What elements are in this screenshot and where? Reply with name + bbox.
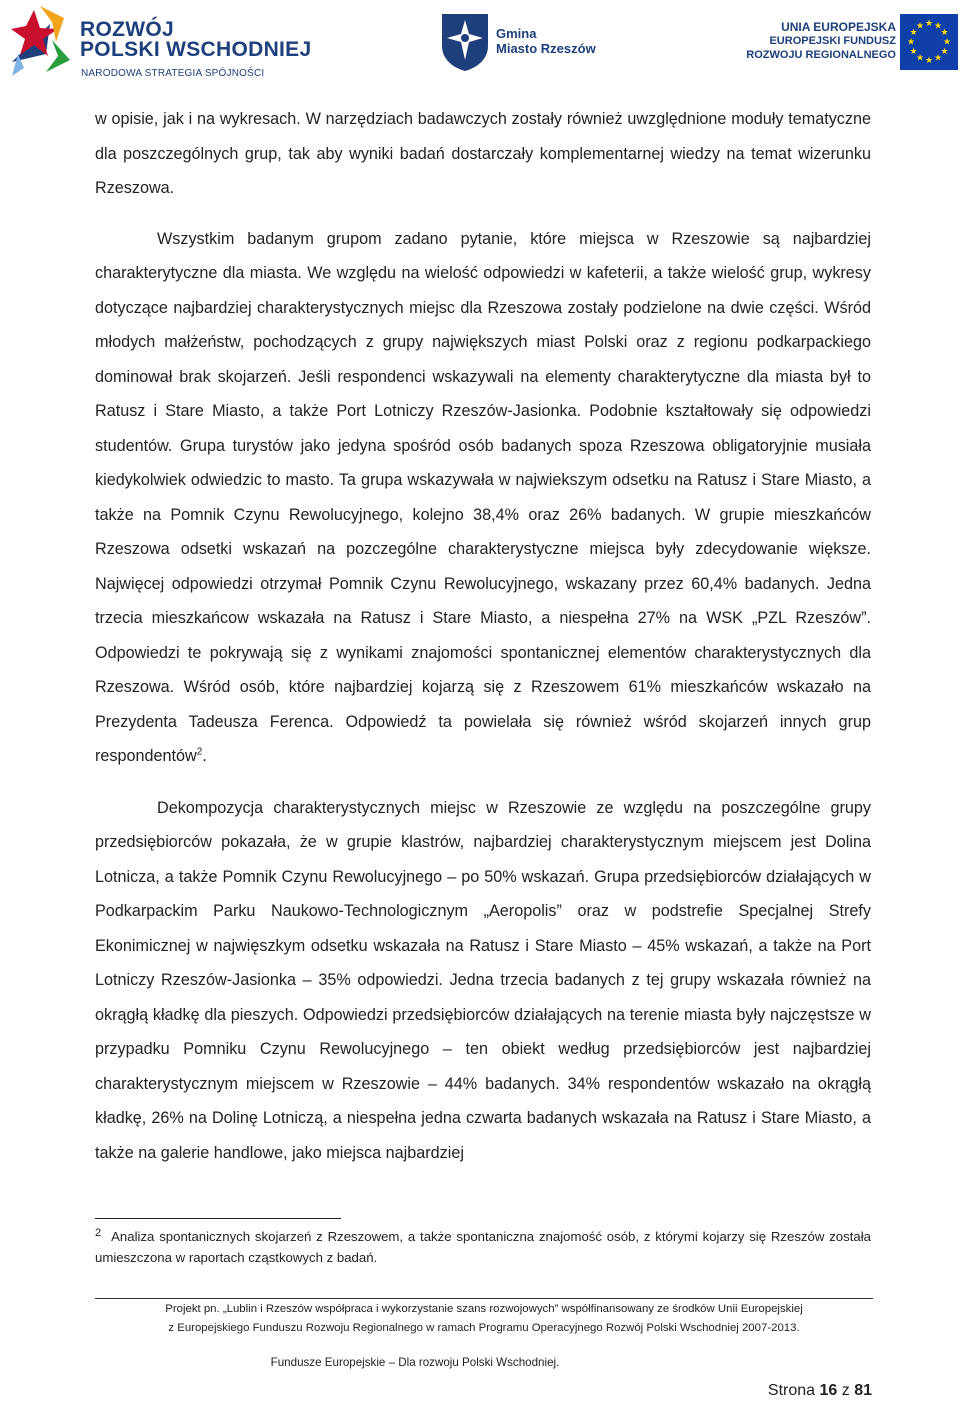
svg-text:★: ★ <box>940 28 949 38</box>
gmina-miasto-rzeszow-logo <box>440 12 620 72</box>
paragraph-1: w opisie, jak i na wykresach. W narzędziach badawczych zostały również uwzględnione moduły tematyczne dla poszczególnych grup, tak aby wyniki badań dostarczały komplementarnej wiedzy na temat wizerunku Rzeszowa. <box>95 110 871 197</box>
footnote-mark: 2 <box>95 1226 102 1239</box>
footer-project-info <box>95 1300 873 1338</box>
page-number <box>768 1382 872 1400</box>
svg-text:★: ★ <box>915 21 925 32</box>
eu-line2: EUROPEJSKI FUNDUSZ <box>769 35 896 47</box>
page-total: 81 <box>854 1382 872 1399</box>
paragraph-3: Dekompozycja charakterystycznych miejsc w Rzeszowie ze względu na poszczególne grupy przedsiębiorców pokazała, że w grupie klastrów, najbardziej charakterystycznym miejscem jest Dolina Lotnicza, a także Pomnik Czynu Rewolucyjnego – po 50% wskazań. Grupa przedsiębiorców działających w Podkarpackim Parku Naukowo-Technologicznym „Aeropolis” oraz w podstrefie Specjalnej Strefy Ekonimicznej w najwięszkym odsetku wskazała na Ratusz i Stare Miasto – 45% wskazań, a także na Port Lotniczy Rzeszów-Jasionka – 35% odpowiedzi. Jedna trzecia badanych z tej grupy wskazała również na okrągłą kładkę dla pieszych. Odpowiedzi przedsiębiorców działających na terenie miasta były najczęstsze w przypadku Pomniku Czynu Rewolucyjnego – ten obiekt według przedsiębiorców jest najbardziej charakterystycznym miejscem w Rzeszowie – 44% badanych. 34% respondentów wskazało na okrągłą kładkę, 26% na Dolinę Lotniczą, a niespełna jedna czwarta badanych wskazała na Ratusz i Stare Miasto, a także na galerie handlowe, jako miejsca najbardziej <box>95 798 871 1162</box>
paragraph-2 <box>95 222 871 774</box>
coat-of-arms-icon <box>440 12 490 72</box>
page-current: 16 <box>819 1382 838 1399</box>
svg-text:★: ★ <box>906 37 916 48</box>
gmina-line2: Miasto Rzeszów <box>496 41 596 56</box>
footer-project-line1: Projekt pn. „Lublin i Rzeszów współpraca i wykorzystanie szans rozwojowych” współfinansowany ze środków Unii Europejskiej <box>165 1303 803 1315</box>
svg-text:★: ★ <box>924 19 934 29</box>
page-sep: z <box>841 1382 850 1399</box>
svg-text:★: ★ <box>909 47 918 57</box>
document-body <box>95 102 871 1170</box>
footer-divider <box>95 1298 873 1299</box>
gmina-line1: Gmina <box>496 26 537 41</box>
rps-line2: POLSKI WSCHODNIEJ <box>80 38 312 61</box>
svg-text:★: ★ <box>942 37 952 48</box>
footer-project-line2: z Europejskiego Funduszu Rozwoju Regionalnego w ramach Programu Operacyjnego Rozwój Polski Wschodniej 2007-2013. <box>168 1322 800 1334</box>
eu-text <box>746 20 896 62</box>
svg-text:★: ★ <box>909 28 918 38</box>
page-header <box>0 0 960 90</box>
footnote-divider <box>95 1218 341 1219</box>
footnote <box>95 1226 871 1268</box>
footnote-text: Analiza spontanicznych skojarzeń z Rzeszowem, a także spontaniczna znajomość osób, z którymi kojarzy się Rzeszów została umieszczona w raportach cząstkowych z badań. <box>95 1229 871 1265</box>
rps-title <box>80 20 311 60</box>
rozwoj-polski-wschodniej-logo <box>6 2 312 82</box>
footnote-reference[interactable]: 2 <box>196 746 203 758</box>
unia-europejska-logo <box>700 12 958 74</box>
eu-line1: UNIA EUROPEJSKA <box>781 20 896 34</box>
paragraph-2-end: . <box>202 747 207 765</box>
svg-text:★: ★ <box>915 53 925 64</box>
rps-subtitle: NARODOWA STRATEGIA SPÓJNOŚCI <box>81 68 265 79</box>
rps-line1: ROZWÓJ <box>80 18 174 41</box>
svg-text:★: ★ <box>924 56 934 66</box>
eu-line3: ROZWOJU REGIONALNEGO <box>746 49 896 61</box>
page-label: Strona <box>767 1382 816 1399</box>
paragraph-2-text: Wszystkim badanym grupom zadano pytanie, które miejsca w Rzeszowie są najbardziej charakterytyczne dla miasta. We względu na wielość odpowiedzi w kafeterii, a także wielość grup, wykresy dotyczące najbardziej charakterystycznych miejsc dla Rzeszowa zostały podzielone na dwie części. Wśród młodych małżeństw, pochodzących z grupy największych miast Polski oraz z regionu podkarpackiego dominował brak skojarzeń. Jeśli respondenci wskazywali na elementy charakterytyczne dla miasta był to Ratusz i Stare Miasto, a także Port Lotniczy Rzeszów-Jasionka. Podobnie kształtowały się odpowiedzi studentów. Grupa turystów jako jedyna spośród osób badanych spoza Rzeszowa obligatoryjnie musiała kiedykolwiek odwiedzic to masto. Ta grupa wskazywała w najwiekszym odsetku na Ratusz i Stare Miasto, a także na Pomnik Czynu Rewolucyjnego, kolejno 38,4% oraz 26% badanych. W grupie mieszkańców Rzeszowa odsetki wskazań na pozczególne charakterystyczne miejsca były zdecydowanie większe. Najwięcej odpowiedzi otrzymał Pomnik Czynu Rewolucyjnego, wskazany przez 60,4% badanych. Jedna trzecia mieszkańcow wskazała na Ratusz i Stare Miasto, a niespełna 27% na WSK „PZL Rzeszów”. Odpowiedzi te pokrywają się z wynikami znajomości spontanicznej elementów charakterystycznych dla Rzeszowa. Wśród osób, które najbardziej kojarzą się z Rzeszowem 61% mieszkańców wskazało na Prezydenta Tadeusza Ferenca. Odpowiedź ta powielała się również wśród skojarzeń innych grup respondentów <box>95 229 871 765</box>
svg-text:★: ★ <box>940 47 949 57</box>
star-arrow-icon <box>6 2 76 82</box>
gmina-text <box>496 26 596 56</box>
svg-text:★: ★ <box>933 21 943 32</box>
eu-flag-icon <box>900 14 958 70</box>
footer-funds-slogan: Fundusze Europejskie – Dla rozwoju Polski Wschodniej. <box>270 1356 560 1369</box>
svg-text:★: ★ <box>933 53 943 64</box>
